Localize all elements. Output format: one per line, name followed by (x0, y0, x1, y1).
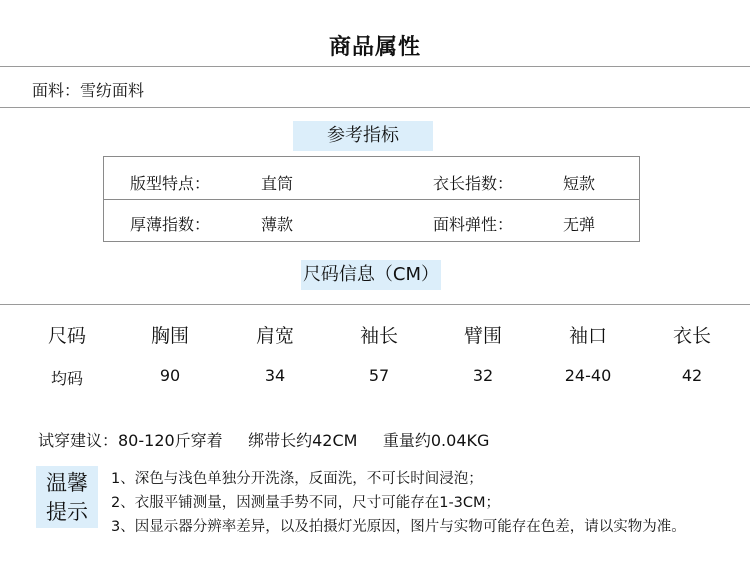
ref-value-elasticity: 无弹 (563, 215, 596, 234)
ref-value-length: 短款 (563, 174, 596, 193)
reference-heading: 参考指标 (293, 121, 433, 151)
ref-label-length: 衣长指数： (433, 174, 514, 193)
page-title: 商品属性 (328, 35, 421, 60)
size-header-arm: 臂围 (463, 325, 502, 347)
reference-table-divider (104, 199, 639, 200)
size-header-chest: 胸围 (150, 325, 189, 347)
divider-fabric (0, 107, 750, 108)
ref-label-elasticity: 面料弹性： (433, 215, 514, 234)
size-header-length: 衣长 (672, 325, 711, 347)
tips-label-line1: 温馨 (46, 471, 88, 495)
tip-item: 3、因显示器分辨率差异，以及拍摄灯光原因，图片与实物可能存在色差，请以实物为准。 (111, 519, 686, 535)
size-value-shoulder: 34 (264, 366, 286, 385)
size-value-cuff: 24-40 (564, 366, 612, 385)
fabric-line: 面料：雪纺面料 (32, 81, 145, 100)
size-value-chest: 90 (159, 366, 181, 385)
divider-top (0, 66, 750, 67)
size-value-length: 42 (681, 366, 703, 385)
tip-item: 2、衣服平铺测量，因测量手势不同，尺寸可能存在1-3CM； (111, 495, 501, 511)
fitting-note: 试穿建议：80-120斤穿着 绑带长约42CM 重量约0.04KG (38, 431, 490, 450)
tip-item: 1、深色与浅色单独分开洗涤，反面洗，不可长时间浸泡； (111, 471, 483, 487)
size-header-cuff: 袖口 (568, 325, 607, 347)
reference-table (103, 156, 640, 242)
divider-size (0, 304, 750, 305)
size-header-shoulder: 肩宽 (255, 325, 294, 347)
ref-label-cut: 版型特点： (130, 174, 211, 193)
ref-label-thickness: 厚薄指数： (130, 215, 211, 234)
size-header-sleeve: 袖长 (359, 325, 398, 347)
size-header-size: 尺码 (47, 325, 86, 347)
tips-label (36, 466, 98, 528)
ref-value-thickness: 薄款 (261, 215, 294, 234)
size-heading: 尺码信息（CM） (301, 260, 441, 290)
ref-value-cut: 直筒 (261, 174, 294, 193)
size-value-sleeve: 57 (368, 366, 390, 385)
tips-label-line2: 提示 (46, 500, 88, 524)
size-value-size: 均码 (50, 369, 83, 388)
size-value-arm: 32 (472, 366, 494, 385)
